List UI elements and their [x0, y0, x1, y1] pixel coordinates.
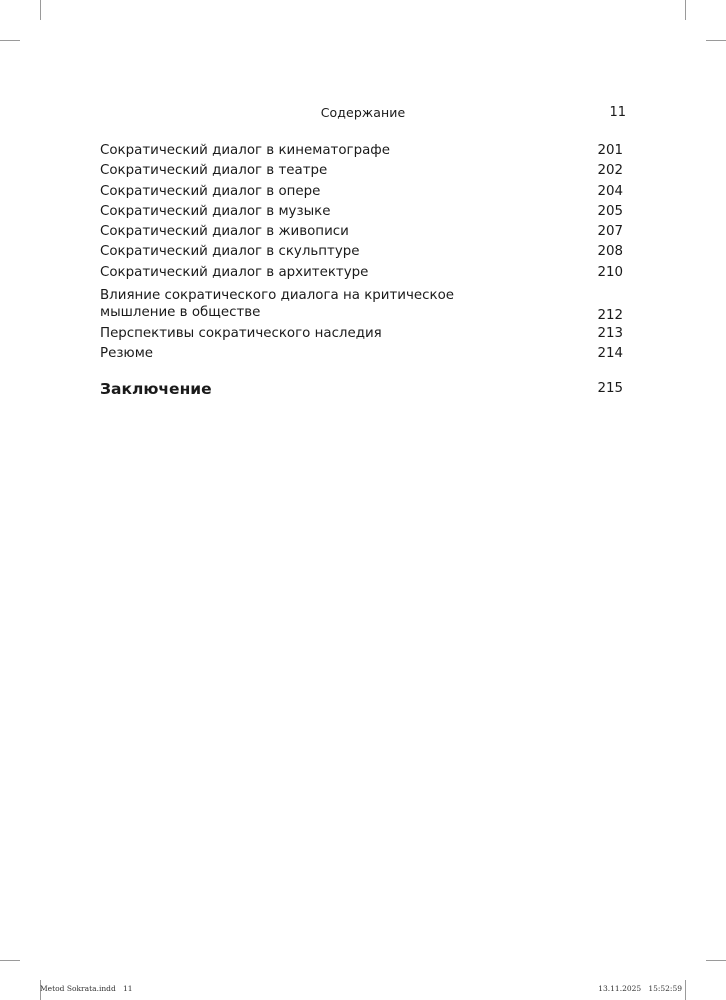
crop-mark-bottom-right: [685, 980, 686, 1000]
toc-entry-page: 205: [597, 203, 623, 219]
toc-entry-label: Резюме: [100, 346, 154, 362]
toc-entry-page: 202: [597, 163, 623, 179]
toc-entry-label: Перспективы сократического наследия: [100, 326, 382, 342]
toc-entry: [100, 161, 623, 181]
toc-entry-page: 214: [597, 346, 623, 362]
running-head: [100, 105, 626, 125]
toc-entry-label: Сократический диалог в театре: [100, 163, 328, 179]
toc-entry-page: 204: [597, 183, 623, 199]
toc-entry-label: Сократический диалог в музыке: [100, 203, 331, 219]
toc-entry-page: 212: [597, 307, 623, 323]
toc-entry: [100, 284, 623, 324]
page-number: 11: [609, 105, 626, 120]
toc-entry-label: Сократический диалог в опере: [100, 183, 321, 199]
toc-entry: [100, 182, 623, 202]
slug-file-info: Metod Sokrata.indd 11: [40, 984, 133, 993]
toc-entry-label: Сократический диалог в архитектуре: [100, 264, 369, 280]
toc-entry-label: Сократический диалог в скульптуре: [100, 244, 360, 260]
toc-entry: [100, 141, 623, 161]
toc-entry: [100, 344, 623, 364]
running-title: Содержание: [320, 105, 406, 120]
crop-mark-bottom-left-h: [0, 960, 20, 961]
toc-entry-label: Сократический диалог в живописи: [100, 224, 349, 240]
toc-entry-label: Сократический диалог в кинематографе: [100, 143, 390, 158]
crop-mark-bottom-right-h: [706, 960, 726, 961]
toc-entry-conclusion: [100, 377, 623, 401]
toc-entry-page: 208: [597, 244, 623, 260]
toc-entry-page: 210: [597, 264, 623, 280]
toc-entry: [100, 324, 623, 344]
crop-mark-top-right-h: [706, 40, 726, 41]
toc-entry: [100, 242, 623, 262]
toc-entry-label: Влияние сократического диалога на критическое мышление в обществе: [100, 288, 455, 321]
table-of-contents: [100, 141, 623, 401]
toc-entry-page: 213: [597, 326, 623, 342]
crop-mark-top-right: [685, 0, 686, 20]
toc-entry-page: 201: [597, 143, 623, 158]
toc-entry-page: 207: [597, 224, 623, 240]
crop-mark-top-left-h: [0, 40, 20, 41]
toc-entry: [100, 202, 623, 222]
crop-mark-top-left: [40, 0, 41, 20]
toc-entry: [100, 222, 623, 242]
toc-entry-label: Заключение: [100, 379, 212, 398]
toc-entry: [100, 263, 623, 283]
slug-datetime: 13.11.2025 15:52:59: [598, 984, 682, 993]
toc-entry-page: 215: [597, 380, 623, 396]
